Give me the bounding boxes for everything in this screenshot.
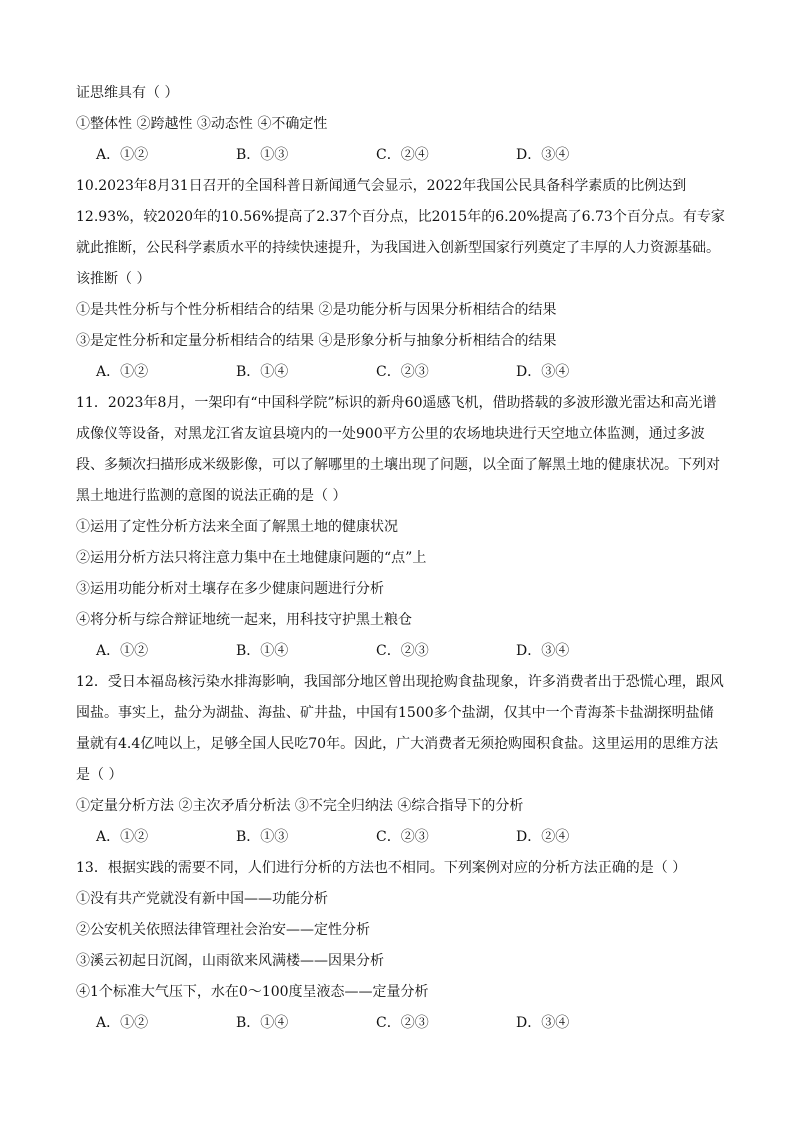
question-10-option-line: ③是定性分析和定量分析相结合的结果 ④是形象分析与抽象分析相结合的结果 bbox=[76, 333, 557, 349]
question-11-option: ①运用了定性分析方法来全面了解黑土地的健康状况 bbox=[76, 519, 398, 535]
choice-b[interactable]: B．①④ bbox=[236, 643, 289, 659]
question-10-choices bbox=[76, 357, 726, 388]
question-11-choices bbox=[76, 636, 726, 667]
question-9-stem: 证思维具有（ ） bbox=[76, 85, 179, 101]
choice-a[interactable]: A．①② bbox=[96, 829, 149, 845]
choice-d[interactable]: D．③④ bbox=[516, 1015, 570, 1031]
question-12-stem: 12．受日本福岛核污染水排海影响，我国部分地区曾出现抢购食盐现象，许多消费者出于恐慌心理，跟风囤盐。事实上，盐分为湖盐、海盐、矿井盐，中国有1500多个盐湖，仅其中一个青海茶卡盐湖探明盐储量就有4.4亿吨以上，足够全国人民吃70年。因此，广大消费者无须抢购囤积食盐。这里运用的思维方法是（ ） bbox=[76, 674, 724, 783]
question-13-option: ③溪云初起日沉阁，山雨欲来风满楼——因果分析 bbox=[76, 953, 384, 969]
question-11-option: ②运用分析方法只将注意力集中在土地健康问题的“点”上 bbox=[76, 550, 427, 566]
choice-a[interactable]: A．①② bbox=[96, 147, 149, 163]
question-11 bbox=[76, 388, 726, 667]
question-11-option: ④将分析与综合辩证地统一起来，用科技守护黑土粮仓 bbox=[76, 612, 412, 628]
choice-c[interactable]: C．②③ bbox=[376, 643, 429, 659]
choice-d[interactable]: D．③④ bbox=[516, 364, 570, 380]
question-9-choices bbox=[76, 140, 726, 171]
question-11-stem: 11．2023年8月，一架印有“中国科学院”标识的新舟60遥感飞机，借助搭载的多波形激光雷达和高光谱成像仪等设备，对黑龙江省友谊县境内的一处900平方公里的农场地块进行天空地立体监测，通过多波段、多频次扫描形成米级影像，可以了解哪里的土壤出现了问题，以全面了解黑土地的健康状况。下列对黑土地进行监测的意图的说法正确的是（ ） bbox=[76, 395, 720, 504]
choice-d[interactable]: D．②④ bbox=[516, 829, 570, 845]
choice-b[interactable]: B．①④ bbox=[236, 364, 289, 380]
question-10 bbox=[76, 171, 726, 388]
question-10-option-line: ①是共性分析与个性分析相结合的结果 ②是功能分析与因果分析相结合的结果 bbox=[76, 302, 557, 318]
question-12 bbox=[76, 667, 726, 853]
question-12-choices bbox=[76, 822, 726, 853]
choice-b[interactable]: B．①③ bbox=[236, 147, 289, 163]
choice-c[interactable]: C．②④ bbox=[376, 147, 429, 163]
question-13 bbox=[76, 853, 726, 1039]
choice-c[interactable]: C．②③ bbox=[376, 829, 429, 845]
choice-a[interactable]: A．①② bbox=[96, 364, 149, 380]
choice-d[interactable]: D．③④ bbox=[516, 147, 570, 163]
choice-c[interactable]: C．②③ bbox=[376, 364, 429, 380]
choice-a[interactable]: A．①② bbox=[96, 643, 149, 659]
question-13-choices bbox=[76, 1008, 726, 1039]
question-12-options: ①定量分析方法 ②主次矛盾分析法 ③不完全归纳法 ④综合指导下的分析 bbox=[76, 798, 524, 814]
choice-c[interactable]: C．②③ bbox=[376, 1015, 429, 1031]
question-9 bbox=[76, 78, 726, 171]
choice-a[interactable]: A．①② bbox=[96, 1015, 149, 1031]
choice-d[interactable]: D．③④ bbox=[516, 643, 570, 659]
question-13-option: ④1个标准大气压下，水在0～100度呈液态——定量分析 bbox=[76, 984, 429, 1000]
choice-b[interactable]: B．①④ bbox=[236, 1015, 289, 1031]
question-10-stem: 10.2023年8月31日召开的全国科普日新闻通气会显示，2022年我国公民具备科学素质的比例达到12.93%，较2020年的10.56%提高了2.37个百分点，比2015年的6.20%提高了6.73个百分点。有专家就此推断，公民科学素质水平的持续快速提升，为我国进入创新型国家行列奠定了丰厚的人力资源基础。该推断（ ） bbox=[76, 178, 725, 287]
question-13-option: ②公安机关依照法律管理社会治安——定性分析 bbox=[76, 922, 370, 938]
question-13-stem: 13．根据实践的需要不同，人们进行分析的方法也不相同。下列案例对应的分析方法正确的是（ ） bbox=[76, 860, 687, 876]
question-13-option: ①没有共产党就没有新中国——功能分析 bbox=[76, 891, 328, 907]
choice-b[interactable]: B．①③ bbox=[236, 829, 289, 845]
question-9-options: ①整体性 ②跨越性 ③动态性 ④不确定性 bbox=[76, 116, 328, 132]
exam-page bbox=[76, 78, 726, 1039]
question-11-option: ③运用功能分析对土壤存在多少健康问题进行分析 bbox=[76, 581, 384, 597]
